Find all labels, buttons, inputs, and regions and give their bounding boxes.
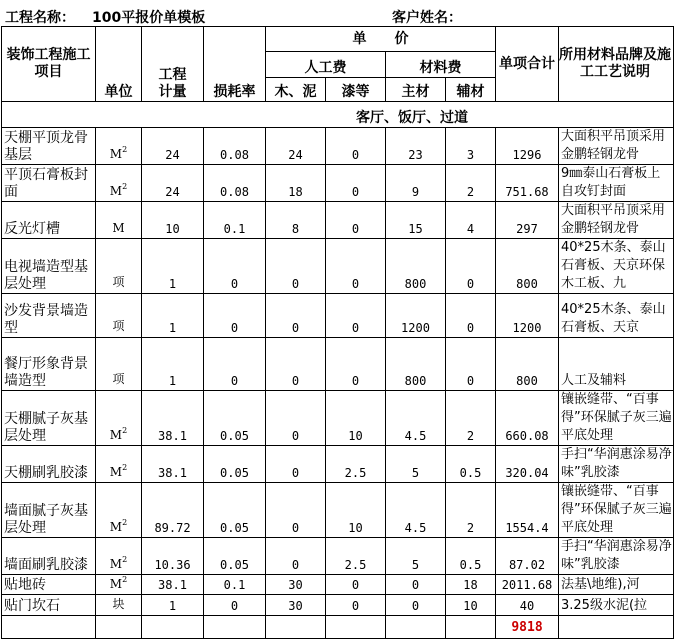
material-main-cell[interactable]: 4.5 (386, 483, 446, 538)
table-row (2, 538, 674, 575)
material-main-cell[interactable]: 5 (386, 446, 446, 483)
loss-rate-cell[interactable]: 0.1 (204, 202, 266, 239)
item-name-cell[interactable]: 墙面刷乳胶漆 (2, 538, 96, 575)
item-name-cell[interactable]: 天棚平顶龙骨基层 (2, 128, 96, 165)
unit-cell[interactable]: $M^2$ (96, 391, 142, 446)
remarks-cell[interactable]: 手扫“华润惠涂易净味”乳胶漆 (559, 538, 674, 575)
col-unit-header: 单位 (96, 27, 142, 102)
labor-paint-cell[interactable]: 0 (326, 239, 386, 294)
col-material-header: 材料费 (386, 52, 496, 78)
labor-paint-cell[interactable]: 0 (326, 294, 386, 338)
labor-wood-cell[interactable]: 0 (266, 338, 326, 391)
project-name[interactable]: 100平报价单模板 (92, 10, 206, 26)
remarks-cell[interactable]: 镶嵌缝带、“百事得”环保腻子灰三遍平底处理 (559, 483, 674, 538)
unit-cell[interactable]: 项 (96, 239, 142, 294)
subtotal-cell[interactable]: 297 (496, 202, 559, 239)
labor-wood-cell[interactable]: 24 (266, 128, 326, 165)
material-aux-cell[interactable]: 10 (446, 595, 496, 616)
quote-table (1, 26, 674, 639)
subtotal-cell[interactable]: 800 (496, 239, 559, 294)
item-name-cell[interactable]: 贴门坎石 (2, 595, 96, 616)
subtotal-cell[interactable]: 40 (496, 595, 559, 616)
table-row (2, 575, 674, 595)
col-labor-wood-header: 木、泥 (266, 78, 326, 102)
quantity-cell[interactable]: 24 (142, 128, 204, 165)
table-row (2, 128, 674, 165)
col-unit-price-header: 单 价 (266, 27, 496, 52)
material-aux-cell[interactable]: 2 (446, 483, 496, 538)
loss-rate-cell[interactable]: 0.05 (204, 538, 266, 575)
labor-paint-cell[interactable]: 0 (326, 165, 386, 202)
material-main-cell[interactable]: 15 (386, 202, 446, 239)
loss-rate-cell[interactable]: 0 (204, 239, 266, 294)
labor-paint-cell[interactable]: 10 (326, 483, 386, 538)
quantity-cell[interactable]: 38.1 (142, 391, 204, 446)
material-main-cell[interactable]: 9 (386, 165, 446, 202)
material-aux-cell[interactable]: 3 (446, 128, 496, 165)
quantity-cell[interactable]: 38.1 (142, 446, 204, 483)
material-main-cell[interactable]: 1200 (386, 294, 446, 338)
material-aux-cell[interactable]: 2 (446, 165, 496, 202)
labor-wood-cell[interactable]: 0 (266, 391, 326, 446)
item-rows (2, 128, 674, 616)
labor-paint-cell[interactable]: 2.5 (326, 538, 386, 575)
unit-cell[interactable]: $M^2$ (96, 128, 142, 165)
col-quantity-header: 工程计量 (142, 27, 204, 102)
unit-cell[interactable]: 项 (96, 294, 142, 338)
material-aux-cell[interactable]: 0.5 (446, 538, 496, 575)
table-row (2, 202, 674, 239)
col-material-main-header: 主材 (386, 78, 446, 102)
item-name-cell[interactable]: 墙面腻子灰基层处理 (2, 483, 96, 538)
unit-cell[interactable]: 项 (96, 338, 142, 391)
quantity-cell[interactable]: 1 (142, 595, 204, 616)
subtotal-cell[interactable]: 1200 (496, 294, 559, 338)
unit-cell[interactable]: 块 (96, 595, 142, 616)
col-subtotal-header: 单项合计 (496, 27, 559, 102)
remarks-cell[interactable]: 大面积平吊顶采用金鹏轻钢龙骨 (559, 202, 674, 239)
item-name-cell[interactable]: 天棚刷乳胶漆 (2, 446, 96, 483)
material-main-cell[interactable]: 0 (386, 595, 446, 616)
subtotal-cell[interactable]: 87.02 (496, 538, 559, 575)
labor-paint-cell[interactable]: 10 (326, 391, 386, 446)
subtotal-cell[interactable]: 320.04 (496, 446, 559, 483)
section-title: 客厅、饭厅、过道 (266, 102, 559, 128)
material-aux-cell[interactable]: 0 (446, 239, 496, 294)
remarks-cell[interactable]: 手扫“华润惠涂易净味”乳胶漆 (559, 446, 674, 483)
quantity-cell[interactable]: 1 (142, 239, 204, 294)
unit-cell[interactable]: $M^2$ (96, 446, 142, 483)
labor-wood-cell[interactable]: 8 (266, 202, 326, 239)
labor-paint-cell[interactable]: 0 (326, 338, 386, 391)
labor-wood-cell[interactable]: 30 (266, 595, 326, 616)
customer-label: 客户姓名： (392, 10, 462, 26)
item-name-cell[interactable]: 沙发背景墙造型 (2, 294, 96, 338)
material-aux-cell[interactable]: 2 (446, 391, 496, 446)
subtotal-cell[interactable]: 800 (496, 338, 559, 391)
subtotal-cell[interactable]: 1554.4 (496, 483, 559, 538)
item-name-cell[interactable]: 电视墙造型基层处理 (2, 239, 96, 294)
quantity-cell[interactable]: 1 (142, 294, 204, 338)
material-main-cell[interactable]: 800 (386, 239, 446, 294)
unit-cell[interactable]: M (96, 202, 142, 239)
table-row (2, 595, 674, 616)
remarks-cell[interactable]: 9㎜泰山石膏板上自攻钉封面 (559, 165, 674, 202)
remarks-cell[interactable]: 40*25木条、泰山石膏板、天京环保木工板、九 (559, 239, 674, 294)
labor-wood-cell[interactable]: 0 (266, 538, 326, 575)
labor-wood-cell[interactable]: 0 (266, 294, 326, 338)
material-main-cell[interactable]: 5 (386, 538, 446, 575)
labor-wood-cell[interactable]: 0 (266, 239, 326, 294)
item-name-cell[interactable]: 反光灯槽 (2, 202, 96, 239)
labor-paint-cell[interactable]: 2.5 (326, 446, 386, 483)
unit-cell[interactable]: $M^2$ (96, 483, 142, 538)
unit-cell[interactable]: $M^2$ (96, 538, 142, 575)
material-aux-cell[interactable]: 0 (446, 294, 496, 338)
labor-paint-cell[interactable]: 0 (326, 128, 386, 165)
loss-rate-cell[interactable]: 0.05 (204, 391, 266, 446)
item-name-cell[interactable]: 贴地砖 (2, 575, 96, 595)
remarks-cell[interactable]: 3.25级水泥(拉 (559, 595, 674, 616)
table-row (2, 391, 674, 446)
project-label: 工程名称： (5, 10, 75, 26)
table-row (2, 165, 674, 202)
col-material-aux-header: 辅材 (446, 78, 496, 102)
material-main-cell[interactable]: 4.5 (386, 391, 446, 446)
subtotal-cell[interactable]: 660.08 (496, 391, 559, 446)
col-remarks-header: 所用材料品牌及施工工艺说明 (559, 27, 674, 102)
title-bar (0, 0, 681, 26)
labor-paint-cell[interactable]: 0 (326, 595, 386, 616)
material-aux-cell[interactable]: 0.5 (446, 446, 496, 483)
loss-rate-cell[interactable]: 0.05 (204, 446, 266, 483)
labor-wood-cell[interactable]: 0 (266, 446, 326, 483)
loss-rate-cell[interactable]: 0 (204, 338, 266, 391)
subtotal-cell[interactable]: 751.68 (496, 165, 559, 202)
material-main-cell[interactable]: 0 (386, 575, 446, 595)
loss-rate-cell[interactable]: 0.08 (204, 165, 266, 202)
grand-total[interactable]: 9818 (496, 616, 559, 639)
loss-rate-cell[interactable]: 0 (204, 294, 266, 338)
remarks-cell[interactable]: 镶嵌缝带、“百事得”环保腻子灰三遍平底处理 (559, 391, 674, 446)
material-aux-cell[interactable]: 0 (446, 338, 496, 391)
loss-rate-cell[interactable]: 0.05 (204, 483, 266, 538)
remarks-cell[interactable]: 法基\地维),河 (559, 575, 674, 595)
unit-cell[interactable]: $M^2$ (96, 575, 142, 595)
quantity-cell[interactable]: 10 (142, 202, 204, 239)
table-row (2, 294, 674, 338)
labor-wood-cell[interactable]: 30 (266, 575, 326, 595)
col-item-header: 装饰工程施工项目 (2, 27, 96, 102)
quantity-cell[interactable]: 38.1 (142, 575, 204, 595)
quantity-cell[interactable]: 1 (142, 338, 204, 391)
material-main-cell[interactable]: 800 (386, 338, 446, 391)
remarks-cell[interactable]: 人工及辅料 (559, 338, 674, 391)
subtotal-cell[interactable]: 1296 (496, 128, 559, 165)
item-name-cell[interactable]: 餐厅形象背景墙造型 (2, 338, 96, 391)
col-labor-paint-header: 漆等 (326, 78, 386, 102)
loss-rate-cell[interactable]: 0 (204, 595, 266, 616)
col-labor-header: 人工费 (266, 52, 386, 78)
loss-rate-cell[interactable]: 0.08 (204, 128, 266, 165)
material-aux-cell[interactable]: 4 (446, 202, 496, 239)
table-row (2, 239, 674, 294)
remarks-cell[interactable]: 40*25木条、泰山石膏板、天京 (559, 294, 674, 338)
unit-cell[interactable]: $M^2$ (96, 165, 142, 202)
material-aux-cell[interactable]: 18 (446, 575, 496, 595)
quantity-cell[interactable]: 24 (142, 165, 204, 202)
table-row (2, 338, 674, 391)
item-name-cell[interactable]: 天棚腻子灰基层处理 (2, 391, 96, 446)
loss-rate-cell[interactable]: 0.1 (204, 575, 266, 595)
quantity-cell[interactable]: 10.36 (142, 538, 204, 575)
table-row (2, 483, 674, 538)
remarks-cell[interactable]: 大面积平吊顶采用金鹏轻钢龙骨 (559, 128, 674, 165)
col-loss-header: 损耗率 (204, 27, 266, 102)
quantity-cell[interactable]: 89.72 (142, 483, 204, 538)
labor-wood-cell[interactable]: 18 (266, 165, 326, 202)
labor-paint-cell[interactable]: 0 (326, 575, 386, 595)
labor-paint-cell[interactable]: 0 (326, 202, 386, 239)
subtotal-cell[interactable]: 2011.68 (496, 575, 559, 595)
item-name-cell[interactable]: 平顶石膏板封面 (2, 165, 96, 202)
table-row (2, 446, 674, 483)
labor-wood-cell[interactable]: 0 (266, 483, 326, 538)
material-main-cell[interactable]: 23 (386, 128, 446, 165)
